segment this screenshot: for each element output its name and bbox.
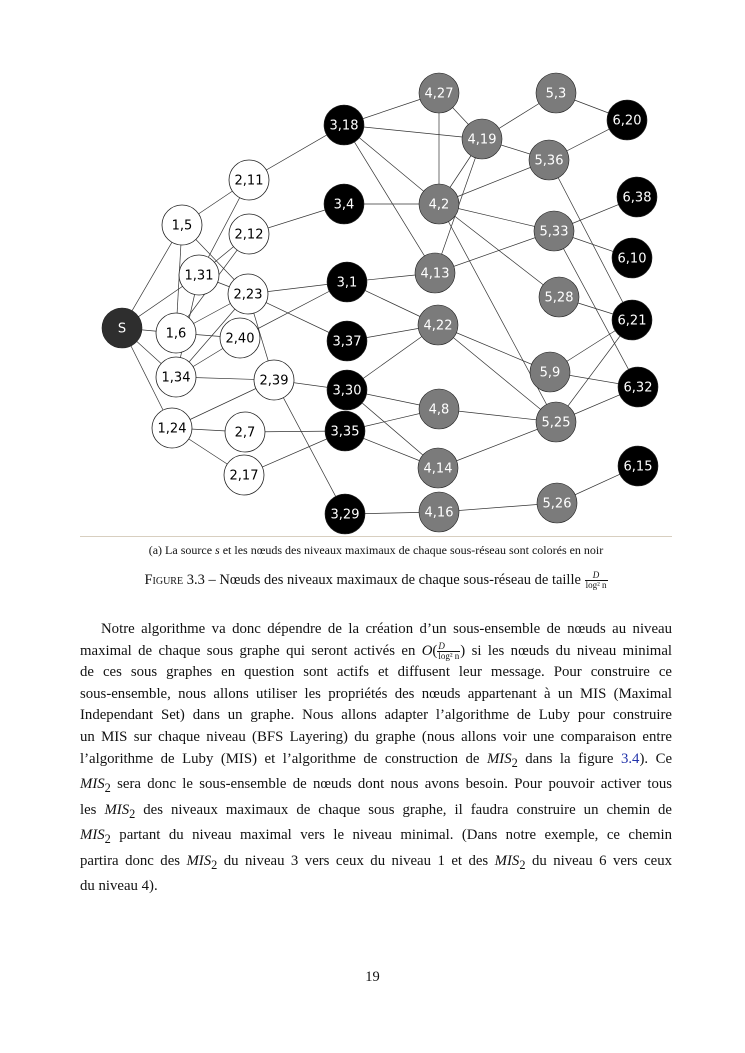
node-label: 6,38 (622, 190, 652, 206)
node-label: 5,3 (545, 86, 567, 102)
graph-node (254, 360, 294, 400)
graph-node (220, 318, 260, 358)
body-line-7 (80, 749, 672, 775)
body-line-2-b: si les nœuds du niveau minimal (465, 642, 672, 659)
node-label: 3,37 (332, 334, 362, 350)
graph-node (539, 277, 579, 317)
body-line-3: de ces sous graphes en question sont actifs et diffusent leur message. Pour construire ce (80, 664, 672, 681)
graph-node (537, 483, 577, 523)
node-label: 2,40 (225, 331, 255, 347)
node-label: 2,17 (229, 468, 259, 484)
node-label: 3,4 (333, 197, 355, 213)
body-frac-num: D (437, 642, 460, 652)
graph-node (418, 305, 458, 345)
body-frac-den: log² n (438, 650, 460, 661)
graph-node (612, 300, 652, 340)
graph-node (156, 357, 196, 397)
node-label: 6,15 (623, 459, 653, 475)
graph-node (228, 274, 268, 314)
subcaption-prefix: (a) La source (148, 543, 216, 557)
node-label: 4,16 (424, 505, 454, 521)
body-line-7-a: l’algorithme de Luby (MIS) et l’algorithme de construction de (80, 750, 487, 767)
big-o: O (421, 642, 433, 659)
graph-node (419, 492, 459, 532)
node-label: 5,28 (544, 290, 574, 306)
mis-subscript: 2 (104, 781, 111, 796)
caption-fraction (585, 571, 608, 590)
body-line-2-a: maximal de chaque sous graphe qui seront activés en (80, 642, 422, 659)
mis-subscript: 2 (511, 755, 518, 770)
body-line-7-c: ). Ce (639, 750, 673, 767)
graph-node (534, 211, 574, 251)
mis-term: MIS (186, 852, 212, 869)
node-label: 1,31 (184, 268, 214, 284)
subcaption-suffix: et les nœuds des niveaux maximaux de chaque sous-réseau sont colorés en noir (219, 543, 604, 557)
page-number: 19 (365, 969, 380, 985)
graph-node (618, 367, 658, 407)
node-label: 1,24 (157, 421, 187, 437)
graph-node (325, 494, 365, 534)
body-line-9-b: des niveaux maximaux de chaque sous graphe, il faudra construire un chemin de (135, 801, 672, 818)
node-label: 4,22 (423, 318, 453, 334)
body-fraction (437, 642, 460, 661)
node-label: 1,6 (165, 326, 187, 342)
node-label: 6,10 (617, 251, 647, 267)
node-label: 5,26 (542, 496, 572, 512)
node-label: 4,13 (420, 266, 450, 282)
node-label: 1,34 (161, 370, 191, 386)
body-paragraph (80, 619, 672, 898)
graph-node (327, 262, 367, 302)
graph-node (618, 446, 658, 486)
node-label: 6,32 (623, 380, 653, 396)
node-label: 2,39 (259, 373, 289, 389)
node-label: 6,21 (617, 313, 647, 329)
body-line-11-a: partira donc des (80, 852, 187, 869)
caption-text: Nœuds des niveaux maximaux de chaque sous-réseau de taille (219, 571, 585, 588)
graph-node (418, 448, 458, 488)
graph-node (156, 313, 196, 353)
graph-node (617, 177, 657, 217)
body-line-12: du niveau 4). (80, 878, 158, 895)
node-label: 3,18 (329, 118, 359, 134)
body-line-11-c: du niveau 6 vers ceux (525, 852, 673, 869)
node-label: 3,1 (336, 275, 358, 291)
graph-node (419, 184, 459, 224)
body-line-10 (80, 825, 672, 851)
body-line-2: maximal de chaque sous graphe qui seront activés en O( $\frac{D}{\text{log² n}}$ ) si les nœuds du niveau minimal (80, 640, 672, 661)
graph-node (529, 140, 569, 180)
graph-node (536, 73, 576, 113)
graph-node (612, 238, 652, 278)
graph-node (607, 100, 647, 140)
node-label: 5,36 (534, 153, 564, 169)
caption-frac-num: D (585, 571, 608, 581)
graph-node (462, 119, 502, 159)
graph-edge (344, 125, 482, 139)
body-line-9-a: les (80, 801, 105, 818)
graph-node (419, 389, 459, 429)
node-label: 4,14 (423, 461, 453, 477)
node-label: 3,35 (330, 424, 360, 440)
body-line-5: Independant Set) dans un graphe. Nous allons adapter l’algorithme de Luby pour construire (80, 707, 672, 724)
caption-frac-den: log² n (585, 580, 607, 590)
body-line-1: Notre algorithme va donc dépendre de la création d’un sous-ensemble de nœuds au niveau (101, 621, 672, 637)
graph-node (324, 105, 364, 145)
body-line-11 (80, 851, 672, 877)
node-label: 4,27 (424, 86, 454, 102)
graph-node (224, 455, 264, 495)
graph-node (536, 402, 576, 442)
node-label: 5,9 (539, 365, 561, 381)
node-label: 5,33 (539, 224, 569, 240)
body-line-8 (80, 774, 672, 800)
graph-node (325, 411, 365, 451)
mis-subscript: 2 (129, 806, 136, 821)
node-label: 4,8 (428, 402, 450, 418)
mis-subscript: 2 (519, 857, 526, 872)
mis-subscript: 2 (104, 832, 111, 847)
node-label: 3,29 (330, 507, 360, 523)
body-line-7-b: dans la figure (517, 750, 621, 767)
body-line-4: sous-ensemble, nous allons utiliser les propriétés des nœuds appartenant à un MIS (Maximal (80, 685, 672, 702)
node-label: 2,11 (234, 173, 264, 189)
figure-caption (80, 571, 672, 590)
node-label: 2,12 (234, 227, 264, 243)
graph-node (152, 408, 192, 448)
caption-separator: – (204, 571, 220, 588)
graph-nodes (102, 73, 658, 534)
graph-node (162, 205, 202, 245)
node-label: 5,25 (541, 415, 571, 431)
node-label: 4,2 (428, 197, 450, 213)
node-label: 4,19 (467, 132, 497, 148)
mis-term: MIS (80, 776, 105, 793)
subcaption-var: s (215, 543, 220, 557)
node-label: 2,23 (233, 287, 263, 303)
body-line-6: un MIS sur chaque niveau (BFS Layering) du graphe (nous allons voir une comparaison entre (80, 728, 672, 745)
body-line-9 (80, 800, 672, 826)
graph-node (229, 214, 269, 254)
graph-node (530, 352, 570, 392)
figure-label: Figure 3.3 (144, 571, 205, 588)
graph-node (225, 412, 265, 452)
node-label: S (117, 321, 127, 337)
mis-term: MIS (486, 750, 512, 767)
graph-node (229, 160, 269, 200)
body-line-10-b: partant du niveau maximal vers le niveau minimal. (Dans notre exemple, ce chemin (110, 827, 672, 844)
mis-term: MIS (104, 801, 130, 818)
graph-node (102, 308, 142, 348)
mis-term: MIS (494, 852, 520, 869)
figure-ref-link[interactable]: 3.4 (620, 750, 640, 767)
figure-rule (80, 536, 672, 537)
mis-term: MIS (80, 827, 105, 844)
body-line-11-b: du niveau 3 vers ceux du niveau 1 et des (217, 852, 495, 869)
graph-node (419, 73, 459, 113)
node-label: 3,30 (332, 383, 362, 399)
graph-node (327, 370, 367, 410)
node-label: 1,5 (171, 218, 193, 234)
node-label: 6,20 (612, 113, 642, 129)
graph-node (327, 321, 367, 361)
node-label: 2,7 (234, 425, 256, 441)
graph-node (324, 184, 364, 224)
graph-node (179, 255, 219, 295)
mis-subscript: 2 (211, 857, 218, 872)
subfigure-caption (80, 543, 672, 558)
body-line-8-b: sera donc le sous-ensemble de nœuds dont nous avons besoin. Pour pouvoir activer tous (110, 776, 672, 793)
graph-node (415, 253, 455, 293)
